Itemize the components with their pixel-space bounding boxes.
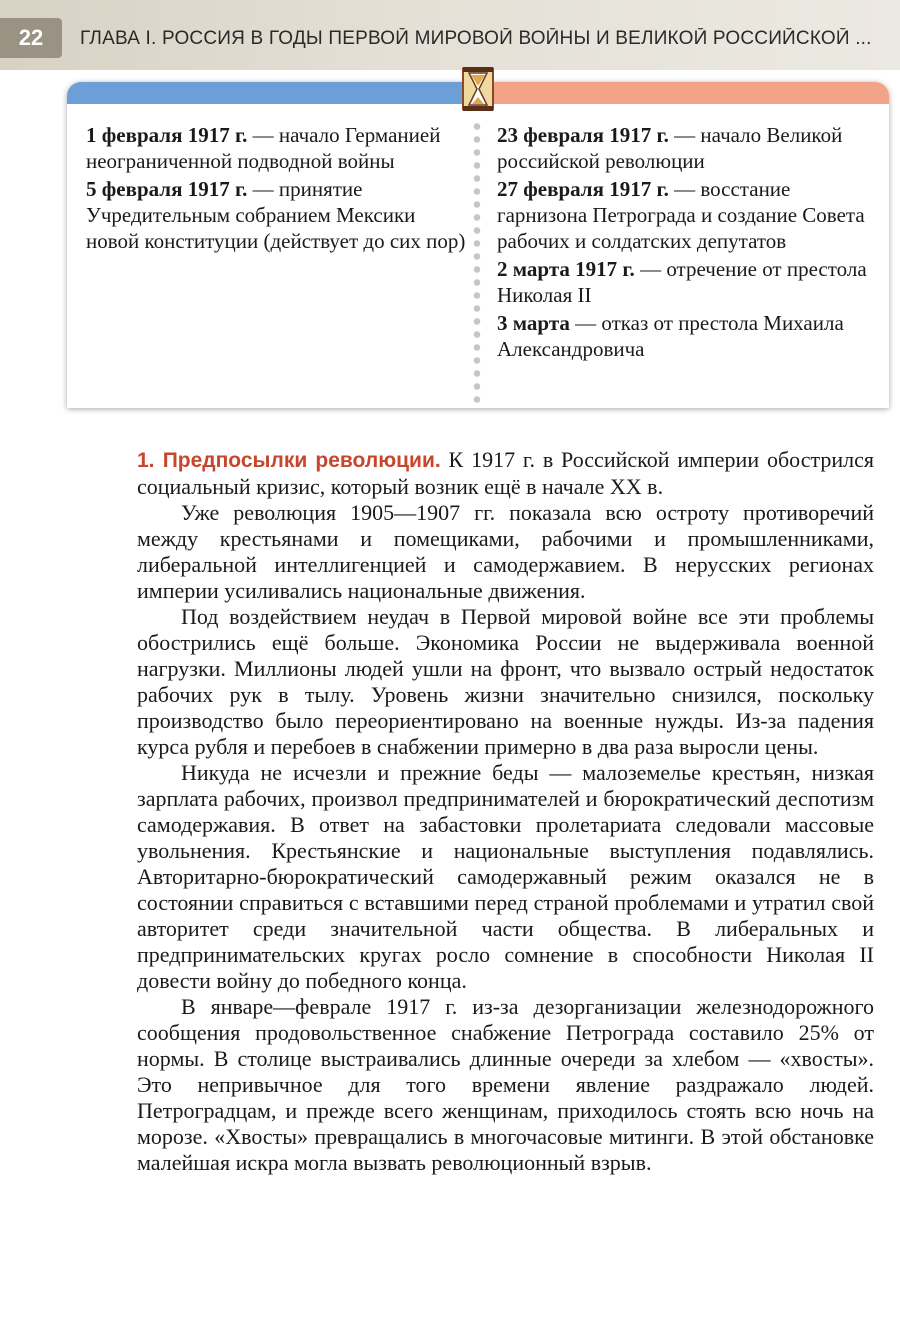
timeline-text: — отречение от престола Николая II xyxy=(497,257,867,307)
timeline-entry xyxy=(497,122,882,174)
timeline-date: 5 февраля 1917 г. xyxy=(86,177,248,201)
timeline-date: 1 февраля 1917 г. xyxy=(86,123,248,147)
timeline-column-world xyxy=(86,122,466,256)
timeline-text: — начало Великой российской революции xyxy=(497,123,843,173)
timeline-date: 27 февраля 1917 г. xyxy=(497,177,669,201)
timeline-text: — отказ от престола Михаила Александровича xyxy=(497,311,844,361)
lead-text: К 1917 г. в Российской империи обострился социальный кризис, который возник ещё в начале XX в. xyxy=(137,447,874,499)
page-number: 22 xyxy=(0,18,62,58)
paragraph: В январе—феврале 1917 г. из-за дезорганизации железнодорожного сообщения продовольственное снабжение Петрограда составило 25% от нормы. В столице выстраивались длинные очереди за хлебом — «хвосты». Это непривычное для того времени явление раздражало людей. Петроградцам, и прежде всего женщинам, приходилось стоять всю ночь на морозе. «Хвосты» превращались в многочасовые митинги. В этой обстановке малейшая искра могла вызвать революционный взрыв. xyxy=(137,994,874,1175)
main-text xyxy=(137,447,874,1176)
timeline-bar-left xyxy=(67,82,477,104)
lead-paragraph xyxy=(137,447,874,500)
section-title: 1. Предпосылки революции. xyxy=(137,449,441,472)
timeline-divider xyxy=(473,120,481,406)
timeline-entry xyxy=(86,122,466,174)
paragraph: Уже революция 1905—1907 гг. показала всю остроту противоречий между крестьянами и помещиками, рабочими и промышленниками, либеральной интеллигенцией и самодержавием. В нерусских регионах империи усиливались национальные движения. xyxy=(137,500,874,603)
timeline-column-russia xyxy=(497,122,882,364)
hourglass-icon xyxy=(461,66,495,112)
timeline-text: — начало Германией неограниченной подводной войны xyxy=(86,123,441,173)
running-head: ГЛАВА I. РОССИЯ В ГОДЫ ПЕРВОЙ МИРОВОЙ ВОЙНЫ И ВЕЛИКОЙ РОССИЙСКОЙ ... xyxy=(80,28,872,49)
timeline-date: 3 марта xyxy=(497,311,570,335)
timeline-box xyxy=(67,82,889,408)
timeline-entry xyxy=(497,176,882,254)
timeline-date: 2 марта 1917 г. xyxy=(497,257,635,281)
timeline-bar-right xyxy=(477,82,889,104)
timeline-entry xyxy=(86,176,466,254)
paragraph: Под воздействием неудач в Первой мировой войне все эти проблемы обострились ещё больше. Экономика России не выдерживала военной нагрузки. Миллионы людей ушли на фронт, что вызвало острый недостаток рабочих рук в тылу. Уровень жизни значительно снизился, поскольку производство было переориентировано на военные нужды. Из-за падения курса рубля и перебоев в снабжении примерно в два раза выросли цены. xyxy=(137,604,874,759)
timeline-text: — восстание гарнизона Петрограда и создание Совета рабочих и солдатских депутатов xyxy=(497,177,865,253)
timeline-entry xyxy=(497,310,882,362)
paragraph: Никуда не исчезли и прежние беды — малоземелье крестьян, низкая зарплата рабочих, произвол предпринимателей и бюрократический деспотизм самодержавия. В ответ на забастовки пролетариата следовали массовые увольнения. Крестьянские и национальные выступления подавлялись. Авторитарно-бюрократический самодержавный режим оказался не в состоянии справиться с вставшими перед страной проблемами и утратил свой авторитет среди значительной части общества. В либеральных и предпринимательских кругах росло сомнение в способности Николая II довести войну до победного конца. xyxy=(137,760,874,993)
timeline-text: — принятие Учредительным собранием Мексики новой конституции (действует до сих пор) xyxy=(86,177,466,253)
timeline-entry xyxy=(497,256,882,308)
page-header xyxy=(0,0,900,70)
timeline-date: 23 февраля 1917 г. xyxy=(497,123,669,147)
